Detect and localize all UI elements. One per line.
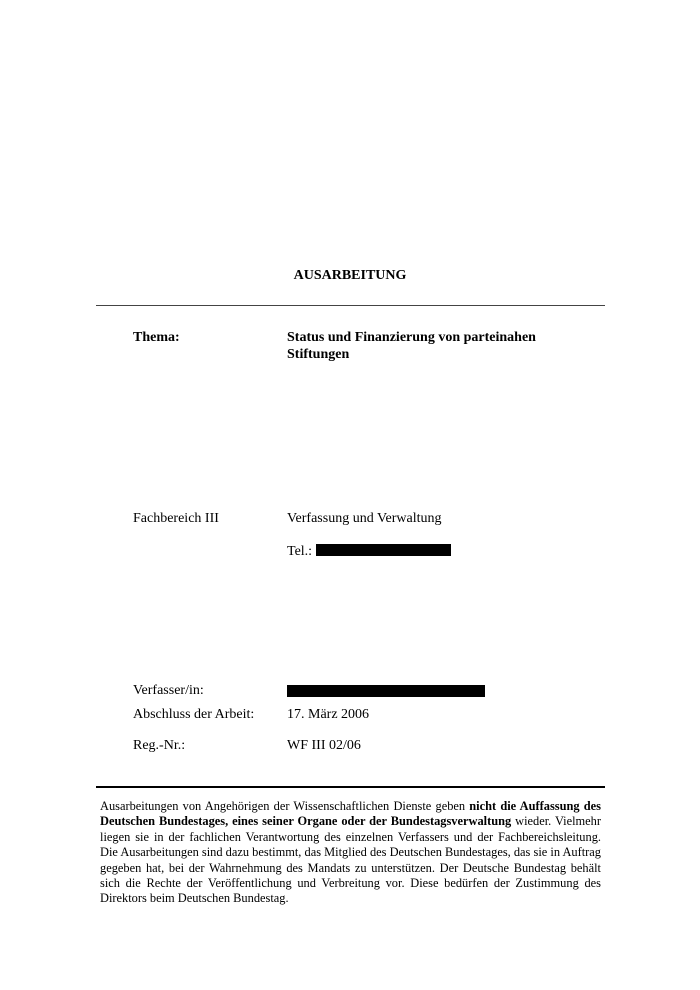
top-divider <box>96 305 605 306</box>
thema-label: Thema: <box>133 330 180 345</box>
disclaimer-text-start: Ausarbeitungen von Angehörigen der Wissenschaftlichen Dienste geben <box>100 799 470 813</box>
disclaimer-paragraph <box>100 799 601 907</box>
thema-value-line2: Stiftungen <box>287 347 350 362</box>
thema-value <box>287 329 536 363</box>
abschluss-label: Abschluss der Arbeit: <box>133 707 255 722</box>
fachbereich-label: Fachbereich III <box>133 511 219 526</box>
verfasser-label: Verfasser/in: <box>133 683 204 698</box>
regnr-label: Reg.-Nr.: <box>133 738 186 753</box>
regnr-value: WF III 02/06 <box>287 738 361 753</box>
tel-label: Tel.: <box>287 544 313 559</box>
verfasser-redaction <box>287 685 485 697</box>
abschluss-value: 17. März 2006 <box>287 707 370 722</box>
thema-value-line1: Status und Finanzierung von parteinahen <box>287 330 536 345</box>
tel-redaction <box>316 544 451 556</box>
fachbereich-value: Verfassung und Verwaltung <box>287 511 442 526</box>
disclaimer-bold-text: nicht die Auffassung des Deutschen Bundestages, eines seiner Organe oder der Bundestagsverwaltung <box>100 799 601 829</box>
bottom-divider <box>96 786 605 788</box>
tel-row <box>287 543 451 560</box>
document-title: AUSARBEITUNG <box>293 268 407 283</box>
disclaimer-text-end: wieder. Vielmehr liegen sie in der fachlichen Verantwortung des einzelnen Verfassers und der Fachbereichsleitung. Die Ausarbeitungen sind dazu bestimmt, das Mitglied des Deutschen Bundestages, das sie in Auftrag gegeben hat, bei der Wahrnehmung des Mandats zu unterstützen. Der Deutsche Bundestag behält sich die Rechte der Veröffentlichung und Verbreitung vor. Diese bedürfen der Zustimmung des Direktors beim Deutschen Bundestag. <box>100 814 601 906</box>
